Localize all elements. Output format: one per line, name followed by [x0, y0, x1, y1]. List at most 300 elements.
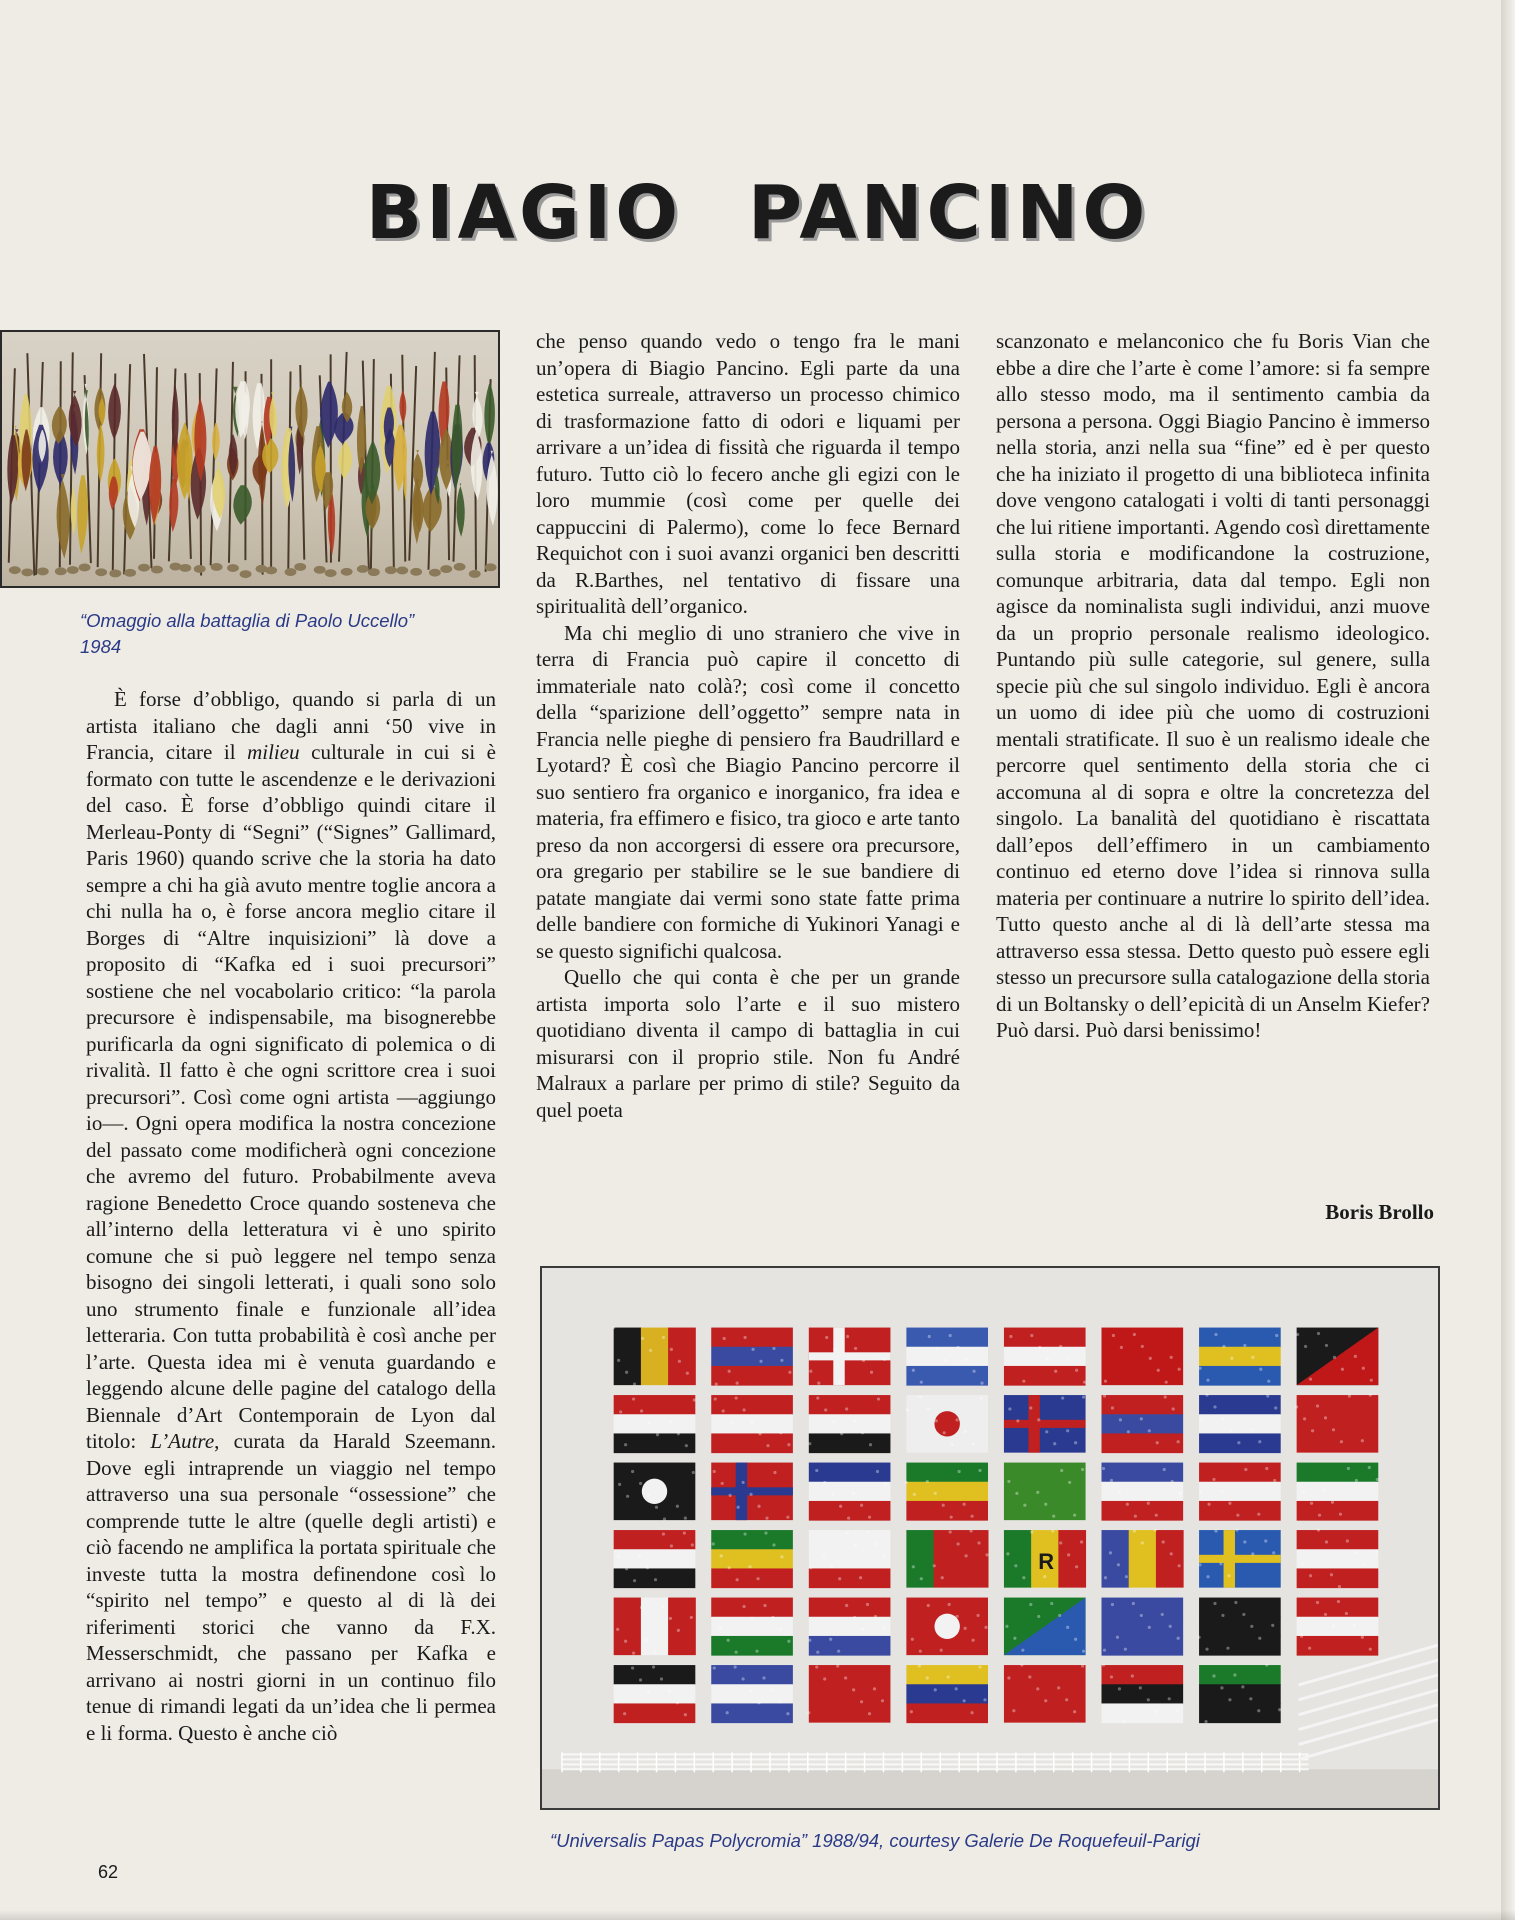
- flag-cross: [809, 1352, 891, 1360]
- flag-texture: [815, 1665, 818, 1668]
- flag-stripe: [668, 1598, 696, 1656]
- flag-texture: [1176, 1709, 1179, 1712]
- flag-texture: [1178, 1564, 1181, 1567]
- flag-texture: [1331, 1501, 1334, 1504]
- flag-texture: [1361, 1636, 1364, 1639]
- paragraph: che penso quando vedo o tengo fra le mani un’opera di Biagio Pancino. Egli parte da una estetica surreale, attraverso un processo chimico di trasformazione fatto di odori e liquami per arrivare a un’idea di fissità che riguarda il tempo futuro. Tutto ciò lo fecero anche gli egizi con le loro mummie (così come per quelle dei cappuccini di Palermo), come lo fece Bernard Requichot con i suoi avanzi organici ben descritti da R.Barthes, nel tentativo di fissare una spiritualità dell’organico.: [536, 329, 960, 618]
- flag-texture: [926, 1480, 929, 1483]
- flag-texture: [1058, 1614, 1061, 1617]
- caption-title: “Omaggio alla battaglia di Paolo Uccello”: [80, 610, 415, 631]
- feather-base: [440, 565, 452, 573]
- flag-texture: [956, 1418, 959, 1421]
- flag-texture: [970, 1711, 973, 1714]
- flag-texture: [1309, 1378, 1312, 1381]
- flag-texture: [1083, 1381, 1086, 1384]
- flag-texture: [677, 1432, 680, 1435]
- feather-stick: [211, 368, 217, 565]
- flag-texture: [750, 1420, 753, 1423]
- flag-texture: [1046, 1358, 1049, 1361]
- flag-texture: [749, 1689, 752, 1692]
- flag-texture: [874, 1615, 877, 1618]
- flag-texture: [1265, 1663, 1268, 1666]
- flag-stripe: [906, 1347, 988, 1367]
- flag-stripe: [1102, 1433, 1184, 1453]
- flag-texture: [933, 1564, 936, 1567]
- flag-stripe: [711, 1598, 793, 1618]
- flag-texture: [1155, 1514, 1158, 1517]
- flag-texture: [652, 1665, 655, 1668]
- flag-texture: [735, 1396, 738, 1399]
- flag-texture: [1339, 1513, 1342, 1516]
- flag-stripe: [1297, 1463, 1379, 1483]
- flag-texture: [956, 1615, 959, 1618]
- flag-texture: [1234, 1601, 1237, 1604]
- flag-texture: [910, 1710, 913, 1713]
- flag-texture: [829, 1638, 832, 1641]
- flag-texture: [935, 1419, 938, 1422]
- flag-texture: [884, 1482, 887, 1485]
- flag-stripe: [614, 1549, 696, 1569]
- flag-stripe: [1297, 1549, 1379, 1569]
- flag-texture: [928, 1335, 931, 1338]
- flag-texture: [1054, 1370, 1057, 1373]
- flag-texture: [786, 1712, 789, 1715]
- flag-stripe: [1297, 1636, 1379, 1656]
- flag-stripe: [711, 1636, 793, 1656]
- flag-texture: [685, 1444, 688, 1447]
- flag-stripe: [711, 1530, 793, 1550]
- flag-texture: [1066, 1429, 1069, 1432]
- flag-stripe: [1199, 1482, 1281, 1502]
- paragraph: Ma chi meglio di uno straniero che vive in terra di Francia può capire il concetto di immateriale nato colà?; così come il concetto della “sparizione dell’oggetto” sempre nata in Francia nelle pieghe di pensiero fra Baudrillard e Lyotard? È così che Biagio Pancino percorre il suo sentiero fra organico e inorganico, fra idea e materia, fra effimero e fisico, tra gioco e arte tanto preso da non accorgersi di essere ora precursore, ora gregario per stabilire se le sue bandiere di patate mangiate dai vermi sono state fatte prima delle bandiere con formiche di Yukinori Yanagi e se questo significhi qualcosa.: [536, 620, 960, 963]
- flag-texture: [1317, 1528, 1320, 1531]
- flag-texture: [1037, 1418, 1040, 1421]
- flag-texture: [1330, 1573, 1333, 1576]
- flag-cross: [1004, 1420, 1086, 1428]
- flag-texture: [1309, 1574, 1312, 1577]
- feather-base: [194, 565, 206, 573]
- flag-texture: [1197, 1636, 1200, 1639]
- flag-texture: [1375, 1550, 1378, 1553]
- flag-texture: [852, 1688, 855, 1691]
- flag-stripe: [1102, 1636, 1184, 1656]
- flag-texture: [1205, 1648, 1208, 1651]
- flag-texture: [736, 1578, 739, 1581]
- flag-texture: [1157, 1369, 1160, 1372]
- flag-texture: [1104, 1380, 1107, 1383]
- flag-texture: [757, 1505, 760, 1508]
- feather: [108, 384, 121, 439]
- flag-texture: [1362, 1563, 1365, 1566]
- flag-texture: [1205, 1393, 1208, 1396]
- flag-texture: [949, 1334, 952, 1337]
- flag-stripe: [1297, 1568, 1379, 1588]
- flag-texture: [919, 1650, 922, 1653]
- flag-stripe: [1199, 1684, 1281, 1704]
- flag-texture: [1118, 1491, 1121, 1494]
- flag-texture: [1037, 1615, 1040, 1618]
- flag-stripe: [1297, 1501, 1379, 1521]
- flag-texture: [751, 1348, 754, 1351]
- flag-texture: [759, 1360, 762, 1363]
- flag-texture: [1177, 1440, 1180, 1443]
- flag-stripe: [711, 1665, 793, 1685]
- flag-texture: [1057, 1686, 1060, 1689]
- flag-texture: [1036, 1491, 1039, 1494]
- flag-cross: [1199, 1555, 1281, 1563]
- flag-texture: [653, 1651, 656, 1654]
- flag-texture: [1080, 1540, 1083, 1543]
- flag-texture: [729, 1494, 732, 1497]
- feather-base: [294, 563, 306, 571]
- flag-texture: [1110, 1479, 1113, 1482]
- flag-texture: [720, 1554, 723, 1557]
- flag-stripe: [1297, 1482, 1379, 1502]
- flag-texture: [1172, 1407, 1175, 1410]
- flag-texture: [780, 1555, 783, 1558]
- flag-stripe: [1199, 1617, 1281, 1637]
- flag-stripe: [1102, 1482, 1184, 1502]
- flag-texture: [1212, 1478, 1215, 1481]
- flag-texture: [1139, 1686, 1142, 1689]
- flag-texture: [1044, 1503, 1047, 1506]
- flag-texture: [1323, 1489, 1326, 1492]
- flag-texture: [787, 1640, 790, 1643]
- flag-texture: [730, 1421, 733, 1424]
- flag-texture: [1148, 1429, 1151, 1432]
- flag-stripe: [1199, 1598, 1281, 1618]
- flag-stripe: [668, 1328, 696, 1386]
- flag-texture: [882, 1627, 885, 1630]
- flag-texture: [1266, 1394, 1269, 1397]
- flag-texture: [1199, 1491, 1202, 1494]
- flag-texture: [1227, 1574, 1230, 1577]
- flag-texture: [631, 1666, 634, 1669]
- flag-texture: [1337, 1600, 1340, 1603]
- flag-texture: [1324, 1416, 1327, 1419]
- flag-texture: [1170, 1552, 1173, 1555]
- flag-texture: [1067, 1357, 1070, 1360]
- flag-texture: [648, 1421, 651, 1424]
- flag-texture: [1117, 1563, 1120, 1566]
- feather-base: [285, 568, 297, 576]
- flag-texture: [957, 1346, 960, 1349]
- flag-texture: [755, 1650, 758, 1653]
- flag-wall-image: [542, 1268, 1438, 1808]
- flag-texture: [1028, 1675, 1031, 1678]
- flag-texture: [714, 1397, 717, 1400]
- flag-texture: [964, 1627, 967, 1630]
- flag-stripe: [1156, 1530, 1184, 1588]
- flag-texture: [948, 1603, 951, 1606]
- flag-stripe: [614, 1568, 696, 1588]
- flag-texture: [1060, 1469, 1063, 1472]
- flag-texture: [612, 1326, 615, 1329]
- flag-texture: [771, 1616, 774, 1619]
- flag-texture: [846, 1531, 849, 1534]
- flag-texture: [965, 1554, 968, 1557]
- flag-texture: [870, 1371, 873, 1374]
- feather: [97, 425, 105, 483]
- flag-texture: [1023, 1504, 1026, 1507]
- text-column-2: [536, 328, 960, 1123]
- flag-stripe: [1199, 1395, 1281, 1415]
- flag-texture: [663, 1518, 666, 1521]
- flag-texture: [836, 1664, 839, 1667]
- flag-stripe: [1102, 1463, 1184, 1483]
- flag-texture: [744, 1532, 747, 1535]
- flag-texture: [1103, 1394, 1106, 1397]
- flag-texture: [1241, 1685, 1244, 1688]
- flag-texture: [1272, 1551, 1275, 1554]
- flag-texture: [809, 1370, 812, 1373]
- flag-stripe: [906, 1328, 988, 1348]
- feather-base: [357, 565, 369, 573]
- flag-texture: [1200, 1418, 1203, 1421]
- flag-texture: [964, 1430, 967, 1433]
- feather-base: [55, 567, 67, 575]
- flag-texture: [1376, 1478, 1379, 1481]
- flag-texture: [1178, 1368, 1181, 1371]
- flag-texture: [1233, 1673, 1236, 1676]
- flag-texture: [646, 1566, 649, 1569]
- flag-stripe: [711, 1366, 793, 1386]
- flag-texture: [677, 1629, 680, 1632]
- flag-texture: [824, 1408, 827, 1411]
- flag-texture: [919, 1395, 922, 1398]
- flag-texture: [1257, 1709, 1260, 1712]
- flag-texture: [1235, 1528, 1238, 1531]
- flag-texture: [633, 1383, 636, 1386]
- feather-base: [37, 567, 49, 575]
- feather: [233, 485, 252, 524]
- flag-texture: [1102, 1467, 1105, 1470]
- flag-texture: [631, 1470, 634, 1473]
- flag-texture: [722, 1409, 725, 1412]
- flag-texture: [934, 1688, 937, 1691]
- flag-texture: [1198, 1367, 1201, 1370]
- flag-texture: [1059, 1345, 1062, 1348]
- flag-texture: [756, 1577, 759, 1580]
- flag-texture: [1221, 1417, 1224, 1420]
- flag-texture: [1140, 1417, 1143, 1420]
- flag-texture: [715, 1383, 718, 1386]
- flag-texture: [1348, 1394, 1351, 1397]
- flag-texture: [676, 1505, 679, 1508]
- flag-texture: [1065, 1698, 1068, 1701]
- flag-texture: [1214, 1333, 1217, 1336]
- flag-texture: [1029, 1406, 1032, 1409]
- flag-texture: [1230, 1357, 1233, 1360]
- flag-stripe: [641, 1598, 669, 1656]
- flag-texture: [970, 1515, 973, 1518]
- flag-texture: [942, 1504, 945, 1507]
- flag-texture: [623, 1712, 626, 1715]
- flag-texture: [1052, 1515, 1055, 1518]
- flag-texture: [1368, 1466, 1371, 1469]
- flag-texture: [1140, 1614, 1143, 1617]
- flag-texture: [748, 1565, 751, 1568]
- flag-texture: [1369, 1393, 1372, 1396]
- flag-texture: [1067, 1553, 1070, 1556]
- flag-texture: [758, 1432, 761, 1435]
- flag-texture: [978, 1665, 981, 1668]
- flag-stripe: [906, 1366, 988, 1386]
- flag-stripe: [809, 1433, 891, 1453]
- flag-stripe: [1199, 1703, 1281, 1723]
- flag-texture: [1168, 1697, 1171, 1700]
- flag-texture: [816, 1396, 819, 1399]
- flag-texture: [936, 1347, 939, 1350]
- flag-texture: [670, 1348, 673, 1351]
- flag-stripe: [1102, 1703, 1184, 1723]
- flag-texture: [1007, 1480, 1010, 1483]
- flag-texture: [1258, 1637, 1261, 1640]
- flag-texture: [844, 1676, 847, 1679]
- flag-stripe: [809, 1636, 891, 1656]
- flag-stripe: [711, 1433, 793, 1453]
- flag-texture: [1311, 1429, 1314, 1432]
- flag-texture: [737, 1506, 740, 1509]
- flag-stripe: [1199, 1414, 1281, 1434]
- flag-texture: [625, 1371, 628, 1374]
- flag-texture: [1022, 1380, 1025, 1383]
- flag-texture: [1131, 1674, 1134, 1677]
- flag-texture: [823, 1481, 826, 1484]
- flag-texture: [1123, 1720, 1126, 1723]
- flag-texture: [1162, 1540, 1165, 1543]
- flag-texture: [1341, 1368, 1344, 1371]
- flag-texture: [678, 1360, 681, 1363]
- flag: [809, 1665, 891, 1723]
- flag-texture: [1014, 1564, 1017, 1567]
- flag-texture: [1148, 1626, 1151, 1629]
- flag-texture: [676, 1701, 679, 1704]
- flag-texture: [1301, 1562, 1304, 1565]
- flag-stripe: [711, 1568, 793, 1588]
- flag-texture: [1242, 1613, 1245, 1616]
- flag-texture: [1164, 1395, 1167, 1398]
- flag-texture: [1007, 1676, 1010, 1679]
- feather-base: [396, 567, 408, 575]
- flag-texture: [1333, 1356, 1336, 1359]
- flag-texture: [808, 1639, 811, 1642]
- flag-stripe: [809, 1530, 891, 1550]
- flag-texture: [719, 1627, 722, 1630]
- flag-texture: [1250, 1625, 1253, 1628]
- flag-texture: [1303, 1417, 1306, 1420]
- flag-texture: [1059, 1541, 1062, 1544]
- flag-stripe: [1058, 1530, 1086, 1588]
- flag-stripe: [1199, 1665, 1281, 1685]
- flag-texture: [1369, 1648, 1372, 1651]
- flag-texture: [881, 1699, 884, 1702]
- page-number: 62: [98, 1862, 119, 1882]
- flag-texture: [1051, 1529, 1054, 1532]
- feather-base: [124, 569, 136, 577]
- flag-texture: [713, 1470, 716, 1473]
- flag-texture: [1022, 1576, 1025, 1579]
- flag-texture: [617, 1555, 620, 1558]
- flag-texture: [823, 1677, 826, 1680]
- flag-texture: [772, 1543, 775, 1546]
- feather: [484, 384, 495, 448]
- feather: [57, 474, 70, 558]
- flag-texture: [1081, 1664, 1084, 1667]
- flag-texture: [833, 1348, 836, 1351]
- flag-texture: [1251, 1356, 1254, 1359]
- feather-base: [429, 569, 441, 577]
- flag-texture: [1154, 1528, 1157, 1531]
- flag-stripe: [809, 1617, 891, 1637]
- flag-texture: [1125, 1575, 1128, 1578]
- flag-texture: [786, 1516, 789, 1519]
- flag-texture: [1332, 1428, 1335, 1431]
- feather-base: [469, 570, 481, 578]
- flag-stripe: [809, 1598, 891, 1618]
- flag-texture: [1066, 1626, 1069, 1629]
- flag-texture: [913, 1493, 916, 1496]
- flag-texture: [712, 1542, 715, 1545]
- flag-texture: [763, 1604, 766, 1607]
- flag-texture: [1325, 1344, 1328, 1347]
- flag-texture: [728, 1370, 731, 1373]
- flag-stripe: [906, 1684, 988, 1704]
- flag-stripe: [961, 1530, 989, 1588]
- flag-texture: [1316, 1601, 1319, 1604]
- caption-year: 1984: [80, 636, 122, 657]
- flag-texture: [1316, 1404, 1319, 1407]
- flag-texture: [619, 1410, 622, 1413]
- flag-texture: [1030, 1334, 1033, 1337]
- flag-stripe: [614, 1328, 642, 1386]
- flag-texture: [837, 1650, 840, 1653]
- flag-texture: [721, 1482, 724, 1485]
- feather-base: [9, 566, 21, 574]
- flag-texture: [1171, 1480, 1174, 1483]
- flag-texture: [1073, 1514, 1076, 1517]
- flag-stripe: [934, 1530, 962, 1588]
- flag-texture: [927, 1407, 930, 1410]
- flag-texture: [949, 1530, 952, 1533]
- flag-texture: [1278, 1708, 1281, 1711]
- flag-texture: [662, 1532, 665, 1535]
- flag-texture: [1228, 1502, 1231, 1505]
- flag-texture: [788, 1371, 791, 1374]
- flag-texture: [816, 1651, 819, 1654]
- flag-texture: [1354, 1355, 1357, 1358]
- flag-texture: [1308, 1647, 1311, 1650]
- flag-texture: [853, 1419, 856, 1422]
- flag-texture: [1016, 1419, 1019, 1422]
- flag-texture: [957, 1542, 960, 1545]
- page-shadow: [0, 1910, 1515, 1920]
- flag-texture: [1045, 1430, 1048, 1433]
- flag-texture: [1354, 1551, 1357, 1554]
- flag-texture: [1259, 1368, 1262, 1371]
- flag-texture: [1250, 1428, 1253, 1431]
- feather-base: [485, 563, 497, 571]
- flag-stripe: [906, 1665, 988, 1685]
- flag-texture: [934, 1492, 937, 1495]
- flag-letter: R: [1038, 1549, 1055, 1575]
- flag-texture: [639, 1678, 642, 1681]
- flag-texture: [1074, 1638, 1077, 1641]
- flag-texture: [1273, 1479, 1276, 1482]
- flag-texture: [1310, 1502, 1313, 1505]
- flag-texture: [920, 1577, 923, 1580]
- flag-stripe: [1102, 1501, 1184, 1521]
